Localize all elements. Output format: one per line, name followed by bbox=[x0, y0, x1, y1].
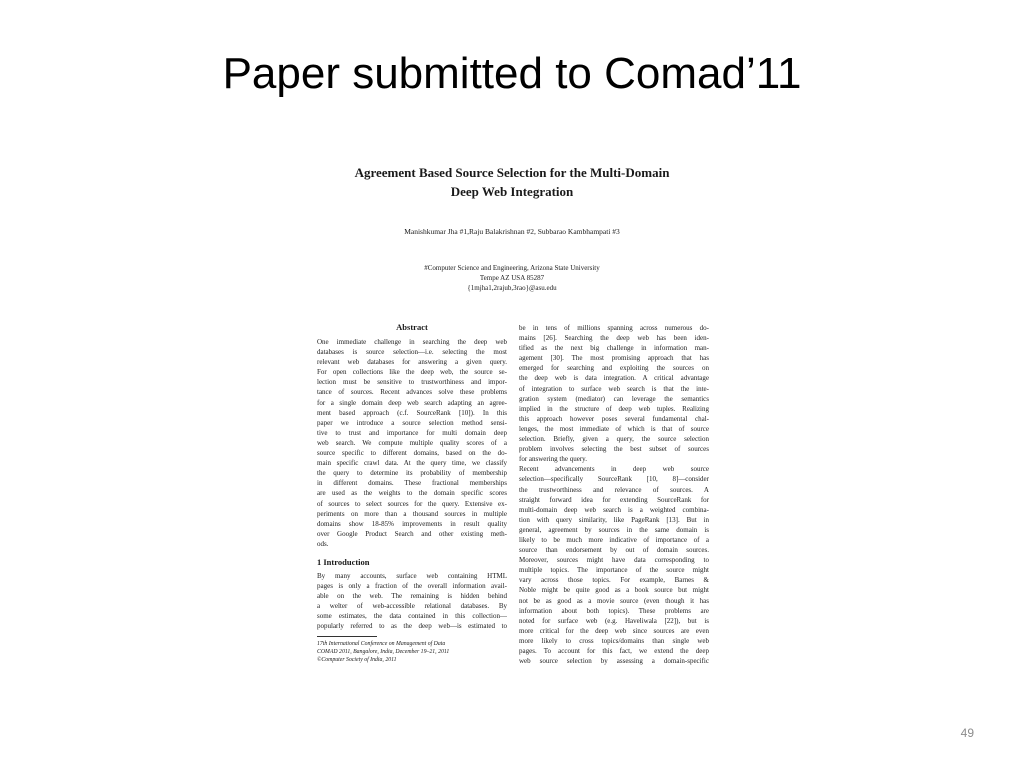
body-line: the trustworthiness and relevance of sources. A bbox=[519, 485, 709, 494]
affiliation-line: {1mjha1,2rajub,3rao}@asu.edu bbox=[467, 284, 557, 292]
body-line: more critical for the deep web since sources are even bbox=[519, 626, 709, 635]
intro-line: able on the web. The remaining is hidden behind bbox=[317, 592, 507, 601]
abstract-line: paper we introduce a source selection method sensi- bbox=[317, 418, 507, 427]
abstract-line: in different domains. These fractional memberships bbox=[317, 479, 507, 488]
abstract-line: periments on more than a thousand sources in multiple bbox=[317, 509, 507, 518]
body-line: web source selection by assessing a domain-specific bbox=[519, 657, 709, 666]
intro-line: By many accounts, surface web containing HTML bbox=[317, 571, 507, 580]
slide-page-number: 49 bbox=[960, 726, 974, 740]
body-line: multi-domain deep web search is a weighted combina- bbox=[519, 505, 709, 514]
footnote-line: COMAD 2011, Bangalore, India, December 19–21, 2011 bbox=[317, 648, 450, 655]
body-line: information about both topics). These problems are bbox=[519, 606, 709, 615]
body-line: likely to be much more indicative of importance of a bbox=[519, 535, 709, 544]
body-line: tified as the next big challenge in information man- bbox=[519, 344, 709, 353]
body-line: Recent advancements in deep web source bbox=[519, 465, 709, 474]
body-line: source than endorsement by out of domain sources. bbox=[519, 546, 709, 555]
body-line: mains [26]. Searching the deep web has been iden- bbox=[519, 334, 709, 343]
body-line: problem involves selecting the best subset of sources bbox=[519, 445, 709, 454]
abstract-heading: Abstract bbox=[396, 322, 428, 332]
body-line: selection—specifically SourceRank [10, 8]—consider bbox=[519, 475, 709, 484]
paper-affiliation bbox=[307, 263, 717, 293]
footnote-line: 17th International Conference on Management of Data bbox=[317, 640, 446, 647]
body-line: be in tens of millions spanning across numerous do- bbox=[519, 324, 709, 332]
affiliation-line: Tempe AZ USA 85287 bbox=[479, 274, 545, 282]
body-line: this approach however poses several fundamental chal- bbox=[519, 414, 709, 423]
abstract-line: web search. We compute multiple quality scores of a bbox=[317, 438, 507, 447]
abstract-line: for a single domain deep web search adapting an agree- bbox=[317, 398, 507, 407]
paper-authors: Manishkumar Jha #1,Raju Balakrishnan #2, Subbarao Kambhampati #3 bbox=[404, 227, 620, 236]
body-line: for answering the query. bbox=[519, 455, 587, 464]
body-line: general, agreement by sources in the same domain is bbox=[519, 525, 709, 534]
abstract-line: of sources to select sources for the query. Extensive ex- bbox=[317, 499, 507, 508]
body-line: of integration to surface web search is that the inte- bbox=[519, 384, 709, 393]
body-line: more likely to cross topics/domains than single web bbox=[519, 636, 709, 645]
abstract-line: source specific to different domains, based on the do- bbox=[317, 449, 507, 458]
abstract-line: are used as the weights to the domain specific scores bbox=[317, 489, 507, 498]
abstract-line: ment based approach (c.f. SourceRank [10]). In this bbox=[317, 408, 507, 417]
body-line: Noble might be quite good as a book source but might bbox=[519, 586, 709, 595]
affiliation-line: #Computer Science and Engineering, Arizona State University bbox=[424, 264, 600, 272]
abstract-line: tive to trust and importance for multi domain deep bbox=[317, 428, 507, 437]
paper-title-line: Agreement Based Source Selection for the Multi-Domain bbox=[354, 165, 670, 180]
introduction-body bbox=[317, 571, 507, 632]
body-line: straight forward idea for extending SourceRank for bbox=[519, 495, 709, 504]
body-line: vary across those topics. For example, Barnes & bbox=[519, 576, 709, 585]
introduction-heading: 1 Introduction bbox=[317, 556, 370, 567]
body-line: selection. Briefly, given a query, the source selection bbox=[519, 435, 709, 444]
slide-title: Paper submitted to Comad’11 bbox=[222, 49, 802, 98]
right-column bbox=[519, 323, 709, 666]
left-column bbox=[317, 320, 507, 665]
body-line: lenges, the most immediate of which is that of source bbox=[519, 424, 709, 433]
intro-line: pages is only a fraction of the overall information avail- bbox=[317, 582, 507, 591]
abstract-line: the query to determine its probability of membership bbox=[317, 469, 507, 478]
body-line: noted for surface web (e.g. Haveliwala [22]), but is bbox=[519, 616, 709, 625]
abstract-line: main specific crawl data. At the query time, we classify bbox=[317, 459, 507, 468]
intro-line: a welter of web-accessible relational databases. By bbox=[317, 602, 507, 611]
body-line: the deep web is data integration. A critical advantage bbox=[519, 374, 709, 383]
body-line: implied in the structure of deep web tuples. Realizing bbox=[519, 404, 709, 413]
intro-line: some estimates, the data contained in this collection— bbox=[317, 612, 507, 621]
abstract-line: lection must be sensitive to trustworthiness and impor- bbox=[317, 378, 507, 387]
body-line: tion with query similarity, like PageRank [13]. But in bbox=[519, 515, 709, 524]
abstract-line: databases is source selection—i.e. selecting the most bbox=[317, 348, 507, 357]
body-line: Moreover, sources might have data corresponding to bbox=[519, 556, 709, 565]
body-line: emerged for searching and exploiting the sources on bbox=[519, 364, 709, 373]
abstract-line: ods. bbox=[317, 539, 329, 548]
intro-line: popularly referred to as the deep web—is estimated to bbox=[317, 622, 507, 631]
footnote bbox=[317, 640, 507, 665]
abstract-line: relevant web databases for answering a given query. bbox=[317, 358, 507, 367]
footnote-divider bbox=[317, 636, 377, 637]
abstract-line: tance of sources. Recent advances solve these problems bbox=[317, 388, 507, 397]
paper-page-image bbox=[307, 155, 717, 710]
abstract-body bbox=[317, 337, 507, 549]
body-line: gration system (mediator) can leverage the semantics bbox=[519, 394, 709, 403]
body-line: multiple topics. The importance of the source might bbox=[519, 566, 709, 575]
abstract-line: domains show 18-85% improvements in result quality bbox=[317, 519, 507, 528]
abstract-line: over Google Product Search and other existing meth- bbox=[317, 529, 507, 538]
paper-title bbox=[307, 163, 717, 201]
body-line: agement [30]. The most promising approach that has bbox=[519, 354, 709, 363]
abstract-line: For open collections like the deep web, the source se- bbox=[317, 368, 507, 377]
paper-title-line: Deep Web Integration bbox=[450, 184, 574, 199]
footnote-line: ©Computer Society of India, 2011 bbox=[317, 657, 397, 664]
body-line: not be as good as a movie source (even though it has bbox=[519, 596, 709, 605]
abstract-line: One immediate challenge in searching the deep web bbox=[317, 338, 507, 346]
body-line: pages. To account for this fact, we extend the deep bbox=[519, 647, 709, 655]
